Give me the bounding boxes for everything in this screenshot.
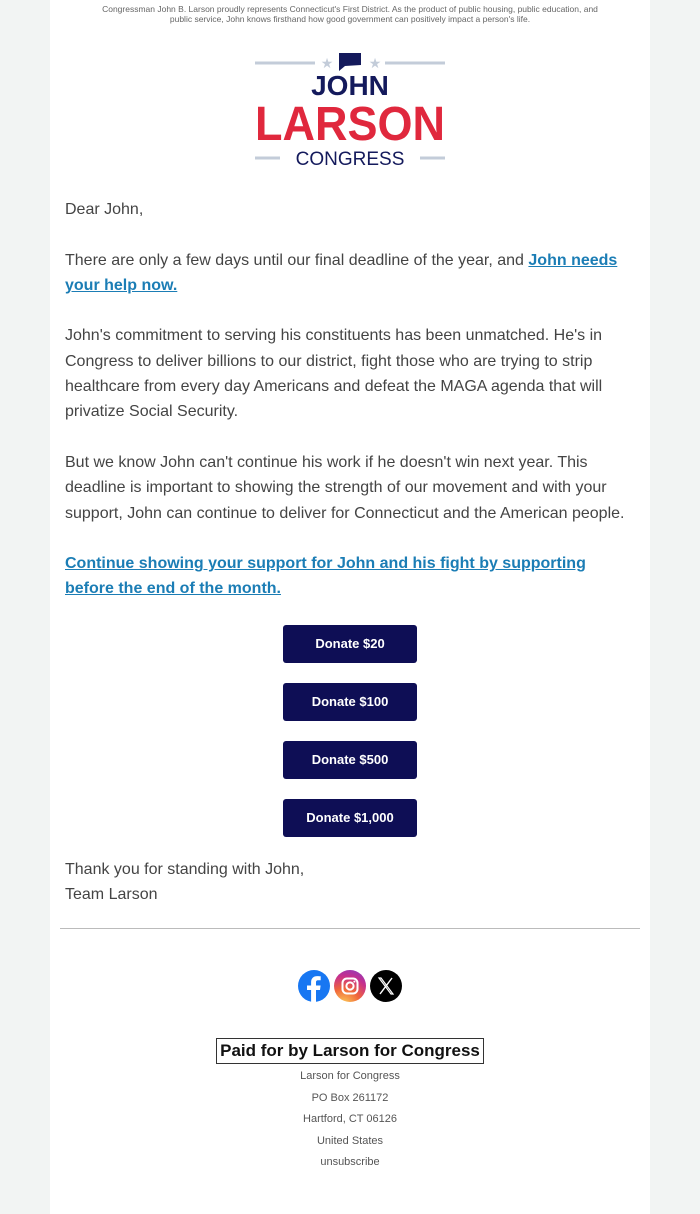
x-icon[interactable] [370,970,402,1002]
greeting: Dear John, [65,201,144,218]
facebook-icon[interactable] [298,970,330,1002]
email-container [50,0,650,1214]
paragraph-3: But we know John can't continue his work if he doesn't win next year. This deadline is important to showing the strength of our movement and with your support, John can continue to deliver for Connecticut and the American people. [65,453,625,522]
campaign-logo [255,50,445,170]
address-city: Hartford, CT 06126 [303,1113,397,1125]
social-links [50,970,650,1002]
unsubscribe-link[interactable]: unsubscribe [320,1156,380,1168]
divider [60,928,640,929]
address-po-box: PO Box 261172 [311,1091,389,1104]
donate-20-button[interactable]: Donate $20 [283,625,417,663]
logo-john: JOHN [311,70,389,101]
closing-line: Thank you for standing with John, [65,861,305,878]
donate-500-button[interactable]: Donate $500 [283,741,417,779]
email-body [65,197,635,627]
donate-1000-button[interactable]: Donate $1,000 [283,799,417,837]
closing [65,857,304,907]
support-link[interactable]: Continue showing your support for John and his fight by supporting before the end of the month. [65,555,586,598]
instagram-icon[interactable] [334,970,366,1002]
help-now-link[interactable]: John needs your help now. [65,251,618,294]
donate-100-button[interactable]: Donate $100 [283,683,417,721]
paragraph-cta [65,551,635,602]
logo-larson: LARSON [255,98,445,151]
logo-congress: CONGRESS [295,149,405,170]
donate-buttons [50,625,650,857]
signature: Team Larson [65,886,158,903]
paragraph-1 [65,248,635,299]
svg-text:★: ★ [320,55,334,71]
footer-address [50,1066,650,1174]
paragraph-2: John's commitment to serving his constituents has been unmatched. He's in Congress to deliver billions to our district, fight those who are trying to strip healthcare from every day Americans and defeat the MAGA agenda that will privatize Social Security. [65,327,603,421]
paragraph-1-text: There are only a few days until our final deadline of the year, and [65,251,529,269]
svg-text:★: ★ [368,55,382,71]
address-country: United States [316,1134,384,1147]
address-org: Larson for Congress [300,1070,400,1082]
paid-for-disclaimer: Paid for by Larson for Congress [216,1038,484,1064]
preheader-text: Congressman John B. Larson proudly represents Connecticut's First District. As the product of public housing, public education, and public service, John knows firsthand how good government can positively impact a person's life. [102,4,598,24]
